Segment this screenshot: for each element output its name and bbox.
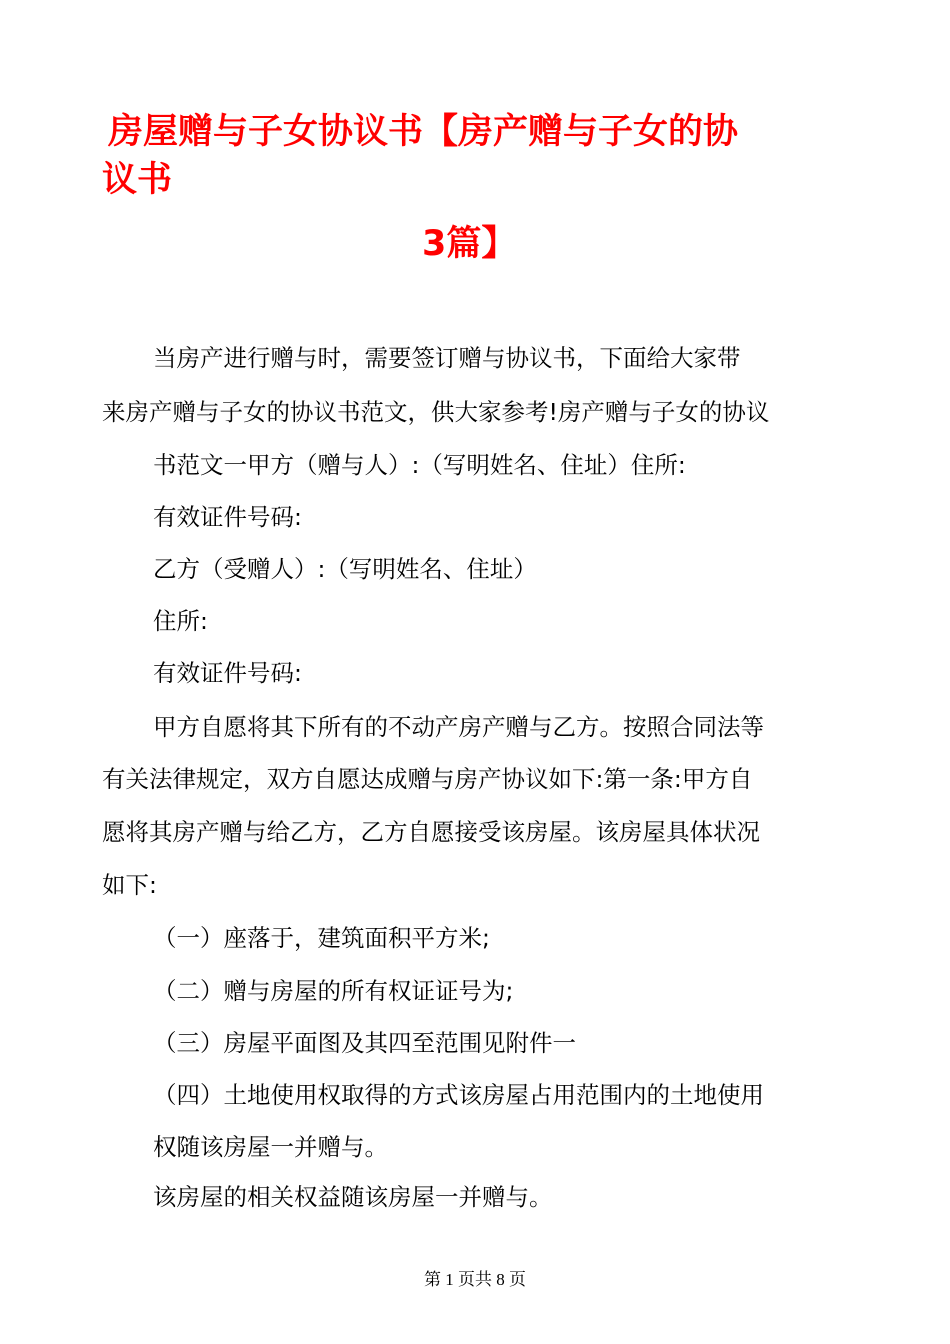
body-line: （三）房屋平面图及其四至范围见附件一: [153, 1029, 576, 1057]
title-line-3: 3篇】: [422, 224, 517, 264]
body-line: （一）座落于，建筑面积平方米;: [153, 924, 490, 952]
body-line: 乙方（受赠人）:（写明姓名、住址）: [153, 555, 537, 583]
title-line-1: 房屋赠与子女协议书【房产赠与子女的协: [108, 112, 739, 152]
page-footer: 第 1 页共 8 页: [424, 1270, 526, 1289]
body-line: 来房产赠与子女的协议书范文，供大家参考!房产赠与子女的协议: [102, 398, 770, 426]
body-line: 住所:: [153, 607, 208, 635]
body-line: 权随该房屋一并赠与。: [153, 1133, 388, 1161]
body-line: 有效证件号码:: [153, 503, 302, 531]
body-line: 当房产进行赠与时，需要签订赠与协议书，下面给大家带: [153, 344, 741, 372]
body-line: 有关法律规定，双方自愿达成赠与房产协议如下:第一条:甲方自: [102, 765, 753, 793]
body-line: （四）土地使用权取得的方式该房屋占用范围内的土地使用: [153, 1081, 764, 1109]
title-line-2: 议书: [102, 160, 173, 200]
body-line: 甲方自愿将其下所有的不动产房产赠与乙方。按照合同法等: [153, 713, 764, 741]
body-line: 有效证件号码:: [153, 659, 302, 687]
body-line: 该房屋的相关权益随该房屋一并赠与。: [153, 1183, 553, 1211]
body-line: 如下:: [102, 871, 157, 899]
body-line: 书范文一甲方（赠与人）:（写明姓名、住址）住所:: [153, 451, 686, 479]
body-line: 愿将其房产赠与给乙方，乙方自愿接受该房屋。该房屋具体状况: [102, 818, 760, 846]
body-line: （二）赠与房屋的所有权证证号为;: [153, 977, 514, 1005]
document-title: [102, 108, 842, 264]
